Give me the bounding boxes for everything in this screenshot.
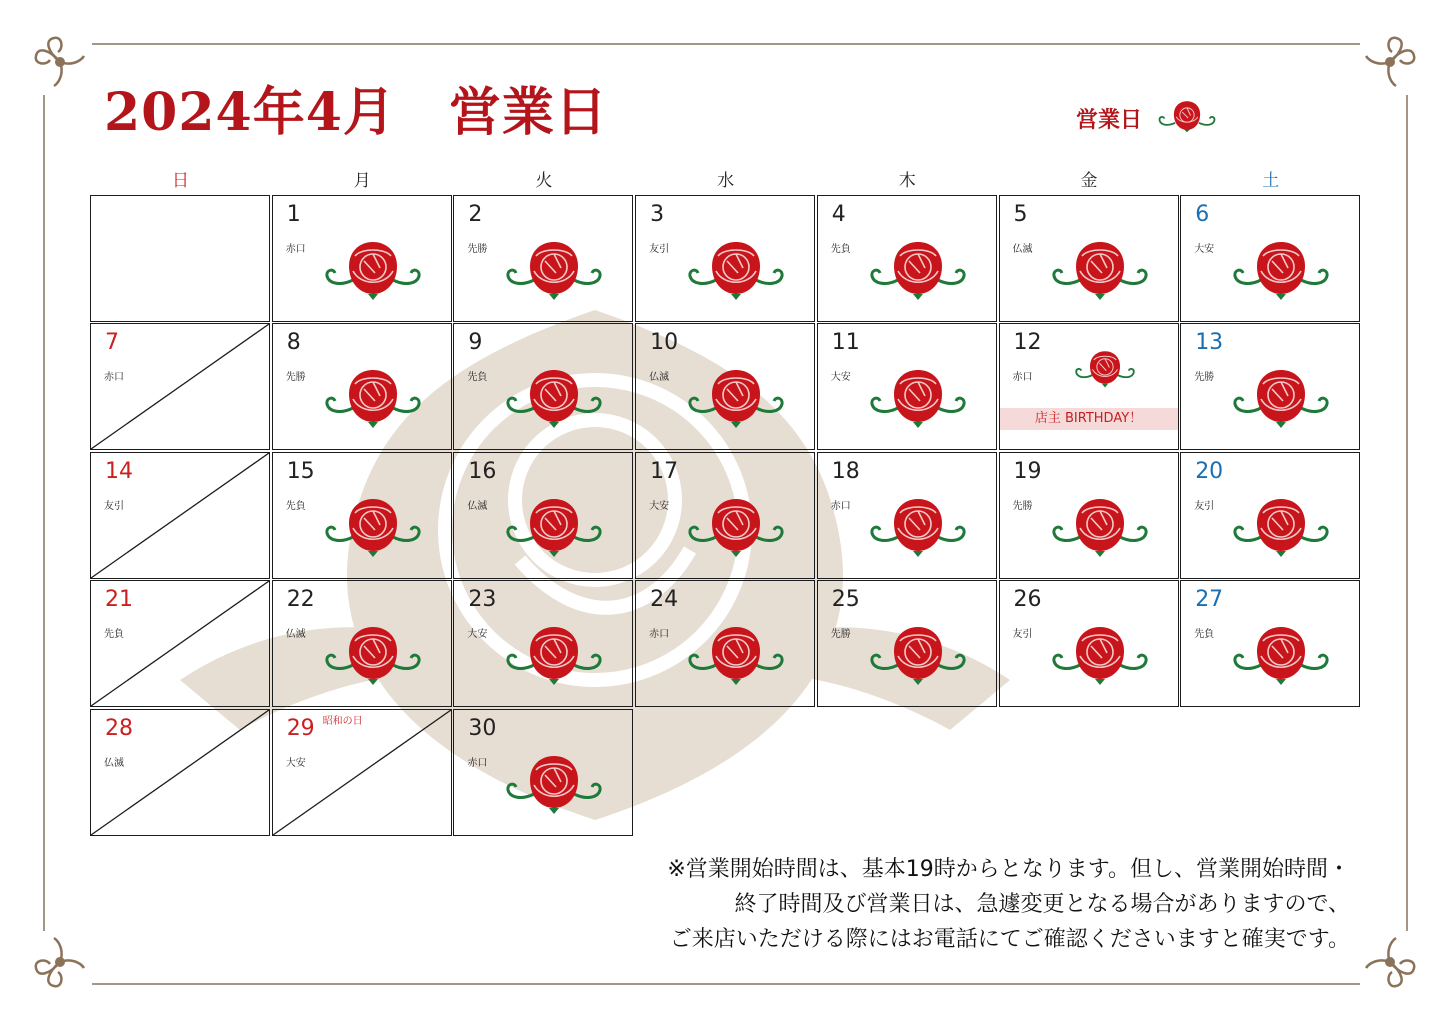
day-number: 28 [105,715,133,741]
rose-icon [866,625,970,689]
rokuyo-label: 先勝 [285,372,306,384]
calendar-day-cell [635,452,815,579]
rokuyo-label: 友引 [1012,629,1033,641]
day-number: 10 [650,330,679,356]
day-number: 15 [286,458,315,484]
rokuyo-label: 友引 [1194,500,1215,512]
calendar-day-cell [999,195,1179,322]
calendar-day-cell [453,452,633,579]
note-line: 終了時間及び営業日は、急遽変更となる場合がありますので、 [734,892,1350,917]
day-number: 13 [1195,330,1224,356]
calendar-day-cell [272,195,452,322]
rokuyo-label: 赤口 [830,500,851,512]
rokuyo-label: 仏滅 [104,757,124,769]
day-number: 6 [1195,202,1210,227]
rokuyo-label: 大安 [830,372,851,384]
calendar-day-cell [635,195,815,322]
rose-icon [321,368,425,432]
rokuyo-label: 先負 [467,372,488,384]
calendar-day-cell [817,323,997,450]
rokuyo-label: 赤口 [1012,372,1033,384]
frame-right [1406,95,1408,931]
rose-icon [321,240,425,304]
holiday-label: 昭和の日 [322,715,363,727]
rose-icon [866,240,970,304]
rose-icon [866,497,970,561]
day-number: 17 [650,458,679,484]
rose-icon [1229,240,1333,304]
legend [1076,98,1218,138]
rokuyo-label: 先負 [830,244,851,255]
day-number: 19 [1013,458,1042,484]
weekday-header: 木 [898,171,916,191]
calendar-day-cell [1180,195,1360,322]
rose-icon [1229,497,1333,561]
day-number: 29 [286,715,315,741]
day-number: 22 [286,587,315,613]
calendar-day-cell [453,323,633,450]
rose-icon [502,625,606,689]
calendar-day-cell [1180,323,1360,450]
event-banner: 店主 BIRTHDAY！ [1000,408,1178,430]
rose-icon [684,497,788,561]
rose-icon [1070,350,1140,390]
weekday-header: 日 [172,171,189,191]
rokuyo-label: 大安 [1194,244,1215,255]
calendar-day-cell [272,323,452,450]
frame-top [92,43,1360,45]
closed-day-slash [91,581,269,706]
calendar-day-cell [272,452,452,579]
rokuyo-label: 大安 [467,629,488,641]
day-number: 20 [1195,458,1224,484]
rose-icon [866,368,970,432]
frame-left [43,95,45,931]
calendar-day-cell [90,580,270,707]
rokuyo-label: 仏滅 [1012,244,1033,255]
rose-icon [1048,497,1152,561]
calendar-day-cell [1180,452,1360,579]
closed-day-slash [91,710,269,835]
calendar-day-cell [453,580,633,707]
rokuyo-label: 大安 [285,757,306,769]
rokuyo-label: 仏滅 [467,500,488,512]
calendar-day-cell [90,709,270,836]
rose-icon [502,240,606,304]
corner-ornament-icon [1360,932,1420,992]
rose-icon [502,368,606,432]
weekday-header: 金 [1080,171,1098,191]
calendar-day-cell [90,323,270,450]
calendar-day-cell [90,452,270,579]
calendar-day-cell [999,452,1179,579]
day-number: 23 [468,587,497,613]
rokuyo-label: 赤口 [104,372,124,384]
day-number: 3 [650,202,665,227]
rokuyo-label: 赤口 [285,244,306,255]
rose-icon [1048,240,1152,304]
rose-icon [1229,368,1333,432]
rokuyo-label: 仏滅 [649,372,670,384]
calendar-day-cell [272,709,452,836]
day-number: 8 [286,330,301,356]
calendar-day-cell [453,195,633,322]
calendar-day-cell [999,580,1179,707]
rose-icon [1156,98,1218,138]
day-number: 5 [1013,202,1028,227]
rokuyo-label: 赤口 [649,629,670,641]
closed-day-slash [273,710,451,835]
rokuyo-label: 先勝 [1012,500,1033,512]
day-number: 27 [1195,587,1224,613]
business-hours-note [667,852,1350,957]
day-number: 2 [468,202,483,227]
day-number: 12 [1013,330,1042,356]
corner-ornament-icon [30,32,90,92]
rose-icon [502,754,606,818]
corner-ornament-icon [1360,32,1420,92]
rokuyo-label: 先勝 [830,629,851,641]
day-number: 24 [650,587,679,613]
closed-day-slash [91,324,269,449]
calendar-cell-empty [90,195,270,322]
closed-day-slash [91,453,269,578]
rose-icon [1048,625,1152,689]
calendar-day-cell [817,195,997,322]
calendar-day-cell [999,323,1179,450]
day-number: 26 [1013,587,1042,613]
weekday-header: 月 [353,171,371,191]
note-line: ※営業開始時間は、基本19時からとなります。但し、営業開始時間・ [667,857,1350,882]
rokuyo-label: 赤口 [467,757,488,769]
rose-icon [1229,625,1333,689]
rose-icon [321,625,425,689]
note-line: ご来店いただける際にはお電話にてご確認くださいますと確実です。 [669,927,1350,952]
calendar-day-cell [817,452,997,579]
rokuyo-label: 仏滅 [285,629,306,641]
corner-ornament-icon [30,932,90,992]
rokuyo-label: 友引 [104,500,124,512]
weekday-header: 土 [1262,171,1280,191]
legend-label: 営業日 [1076,106,1143,133]
calendar-day-cell [453,709,633,836]
day-number: 7 [105,330,119,356]
rokuyo-label: 先勝 [1194,372,1215,384]
day-number: 16 [468,458,497,484]
calendar-day-cell [635,580,815,707]
day-number: 18 [831,458,860,484]
rokuyo-label: 先負 [285,500,306,512]
day-number: 9 [468,330,483,356]
calendar-day-cell [635,323,815,450]
rokuyo-label: 友引 [649,244,670,255]
day-number: 25 [831,587,860,613]
rose-icon [321,497,425,561]
rose-icon [684,625,788,689]
day-number: 1 [286,202,301,227]
day-number: 4 [831,202,846,227]
rose-icon [684,240,788,304]
weekday-header: 水 [717,171,735,191]
frame-bottom [92,983,1360,985]
page-title: 2024年4月 営業日 [104,82,608,143]
rokuyo-label: 大安 [649,500,670,512]
rokuyo-label: 先負 [1194,629,1215,641]
calendar-day-cell [272,580,452,707]
weekday-header: 火 [535,171,553,191]
rose-icon [502,497,606,561]
day-number: 21 [105,587,133,613]
rokuyo-label: 先負 [104,629,124,641]
calendar-day-cell [817,580,997,707]
day-number: 14 [105,458,133,484]
day-number: 30 [468,715,497,741]
day-number: 11 [831,330,860,356]
calendar-day-cell [1180,580,1360,707]
rose-icon [684,368,788,432]
rokuyo-label: 先勝 [467,244,488,255]
